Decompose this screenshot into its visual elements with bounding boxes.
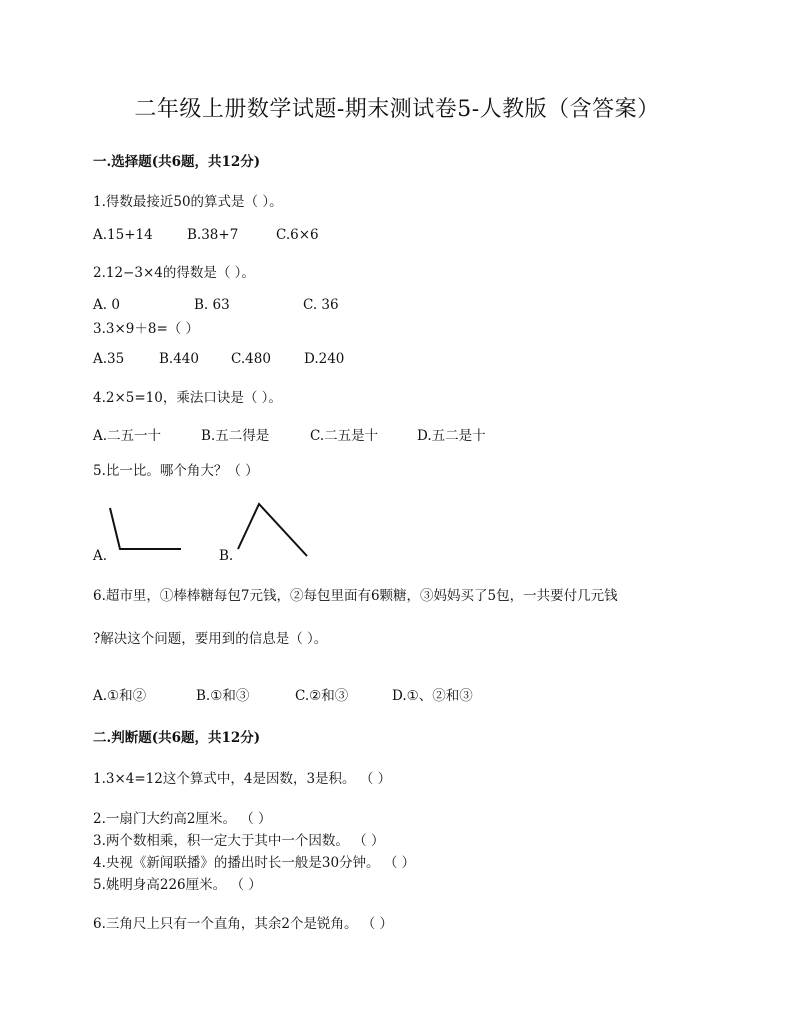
judgement-6: 6.三角尺上只有一个直角，其余2个是锐角。 （ ） (93, 916, 394, 932)
q1-option-a: A.15+14 (93, 227, 153, 243)
q6-option-d: D.①、②和③ (392, 688, 473, 704)
q2-option-a: A. 0 (93, 297, 120, 313)
question-4: 4.2×5=10，乘法口诀是（ ）。 (93, 390, 282, 406)
angle-b (238, 504, 307, 556)
q5-label-b: B. (219, 548, 234, 564)
question-5: 5.比一比。哪个角大？（ ） (93, 463, 259, 479)
judgement-3: 3.两个数相乘，积一定大于其中一个因数。 （ ） (93, 833, 385, 849)
section-heading-choice: 一.选择题(共6题，共12分) (93, 154, 261, 170)
q4-option-a: A.二五一十 (93, 428, 162, 444)
q3-option-d: D.240 (304, 351, 345, 367)
angle-a (110, 508, 181, 549)
q3-option-a: A.35 (93, 351, 125, 367)
judgement-5: 5.姚明身高226厘米。 （ ） (93, 877, 262, 893)
q5-label-a: A. (93, 548, 108, 564)
judgement-1: 1.3×4=12这个算式中，4是因数，3是积。 （ ） (93, 771, 392, 787)
q2-option-c: C. 36 (303, 297, 339, 313)
page-title: 二年级上册数学试题-期末测试卷5-人教版（含答案） (134, 97, 660, 122)
q4-option-c: C.二五是十 (310, 428, 379, 444)
q6-option-c: C.②和③ (295, 688, 349, 704)
q3-option-b: B.440 (159, 351, 199, 367)
q2-option-b: B. 63 (194, 297, 230, 313)
question-6-line2: ?解决这个问题，要用到的信息是（ ）。 (93, 631, 328, 647)
q6-option-a: A.①和② (93, 688, 147, 704)
judgement-4: 4.央视《新闻联播》的播出时长一般是30分钟。 （ ） (93, 855, 416, 871)
question-3: 3.3×9＋8=（ ） (93, 321, 200, 337)
q4-option-b: B.五二得是 (201, 428, 270, 444)
section-heading-judgement: 二.判断题(共6题，共12分) (93, 730, 261, 746)
question-1: 1.得数最接近50的算式是（ ）。 (93, 194, 283, 210)
q1-option-b: B.38+7 (187, 227, 239, 243)
q3-option-c: C.480 (231, 351, 271, 367)
q6-option-b: B.①和③ (196, 688, 250, 704)
judgement-2: 2.一扇门大约高2厘米。 （ ） (93, 811, 272, 827)
q1-option-c: C.6×6 (276, 227, 319, 243)
question-6-line1: 6.超市里，①棒棒糖每包7元钱，②每包里面有6颗糖，③妈妈买了5包，一共要付几元钱 (93, 588, 618, 604)
question-2: 2.12−3×4的得数是（ ）。 (93, 265, 255, 281)
q4-option-d: D.五二是十 (417, 428, 486, 444)
